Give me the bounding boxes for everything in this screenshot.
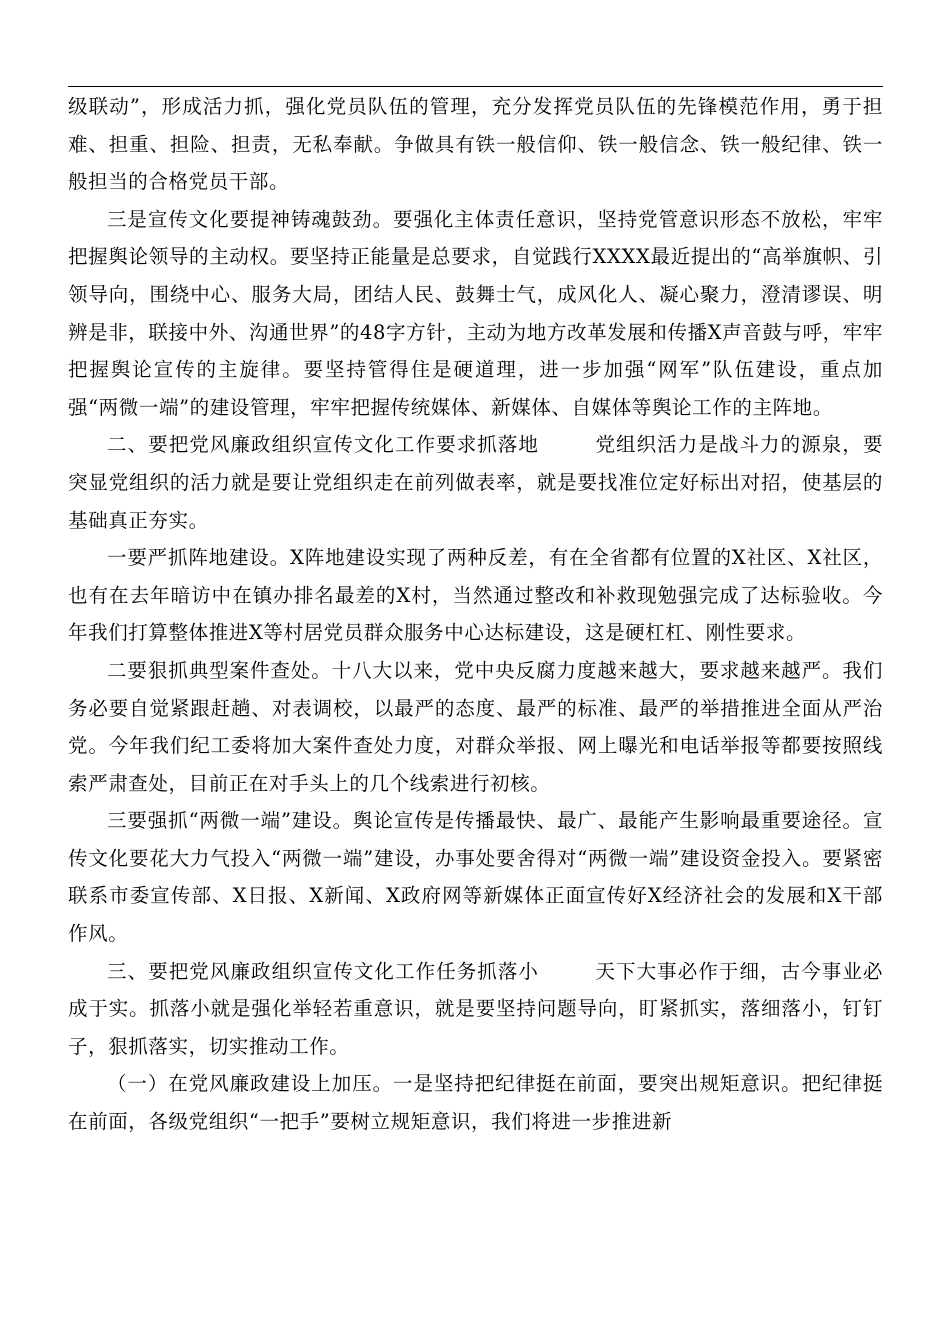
paragraph-2 [68,201,883,427]
paragraph-text: 三是宣传文化要提神铸魂鼓劲。要强化主体责任意识，坚持党管意识形态不放松，牢牢把握舆论领导的主动权。要坚持正能量是总要求，自觉践行XXXX最近提出的“高举旗帜、引领导向，围绕中心、服务大局，团结人民、鼓舞士气，成风化人、凝心聚力，澄清谬误、明辨是非，联接中外、沟通世界”的48字方针，主动为地方改革发展和传播X声音鼓与呼，牢牢把握舆论宣传的主旋律。要坚持管得住是硬道理，进一步加强“网军”队伍建设，重点加强“两微一端”的建设管理，牢牢把握传统媒体、新媒体、自媒体等舆论工作的主阵地。 [68,207,883,419]
section-heading: 三、要把党风廉政组织宣传文化工作任务抓落小 [107,959,539,983]
document-body [68,88,883,1141]
paragraph-6 [68,802,883,952]
header-rule [68,86,883,87]
paragraph-text: 一要严抓阵地建设。X阵地建设实现了两种反差，有在全省都有位置的X社区、X社区，也有在去年暗访中在镇办排名最差的X村，当然通过整改和补救现勉强完成了达标验收。今年我们打算整体推进X等村居党员群众服务中心达标建设，这是硬杠杠、刚性要求。 [68,546,883,645]
paragraph-text: 党组织活力是战斗力的源泉，要突显党组织的活力就是要让党组织走在前列做表率，就是要找准位定好标出对招，使基层的基础真正夯实。 [68,433,883,532]
section-three-paragraph [68,953,883,1066]
paragraph-text: （一）在党风廉政建设上加压。一是坚持把纪律挺在前面，要突出规矩意识。把纪律挺在前面，各级党组织“一把手”要树立规矩意识，我们将进一步推进新 [68,1072,883,1134]
paragraph-text: 三要强抓“两微一端”建设。舆论宣传是传播最快、最广、最能产生影响最重要途径。宣传文化要花大力气投入“两微一端”建设，办事处要舍得对“两微一端”建设资金投入。要紧密联系市委宣传部、X日报、X新闻、X政府网等新媒体正面宣传好X经济社会的发展和X干部作风。 [68,809,883,946]
section-two-paragraph [68,426,883,539]
paragraph-text: 天下大事必作于细，古今事业必成于实。抓落小就是强化举轻若重意识，就是要坚持问题导向，盯紧抓实，落细落小，钉钉子，狠抓落实，切实推动工作。 [68,959,883,1058]
paragraph-text: 级联动”，形成活力抓，强化党员队伍的管理，充分发挥党员队伍的先锋模范作用，勇于担难、担重、担险、担责，无私奉献。争做具有铁一般信仰、铁一般信念、铁一般纪律、铁一般担当的合格党员干部。 [68,95,883,194]
paragraph-8 [68,1065,883,1140]
paragraph-4 [68,539,883,652]
paragraph-1 [68,88,883,201]
section-heading: 二、要把党风廉政组织宣传文化工作要求抓落地 [107,433,539,457]
paragraph-text: 二要狠抓典型案件查处。十八大以来，党中央反腐力度越来越大，要求越来越严。我们务必要自觉紧跟赶趟、对表调校，以最严的态度、最严的标准、最严的举措推进全面从严治党。今年我们纪工委将加大案件查处力度，对群众举报、网上曝光和电话举报等都要按照线索严肃查处，目前正在对手头上的几个线索进行初核。 [68,658,883,795]
paragraph-5 [68,652,883,802]
